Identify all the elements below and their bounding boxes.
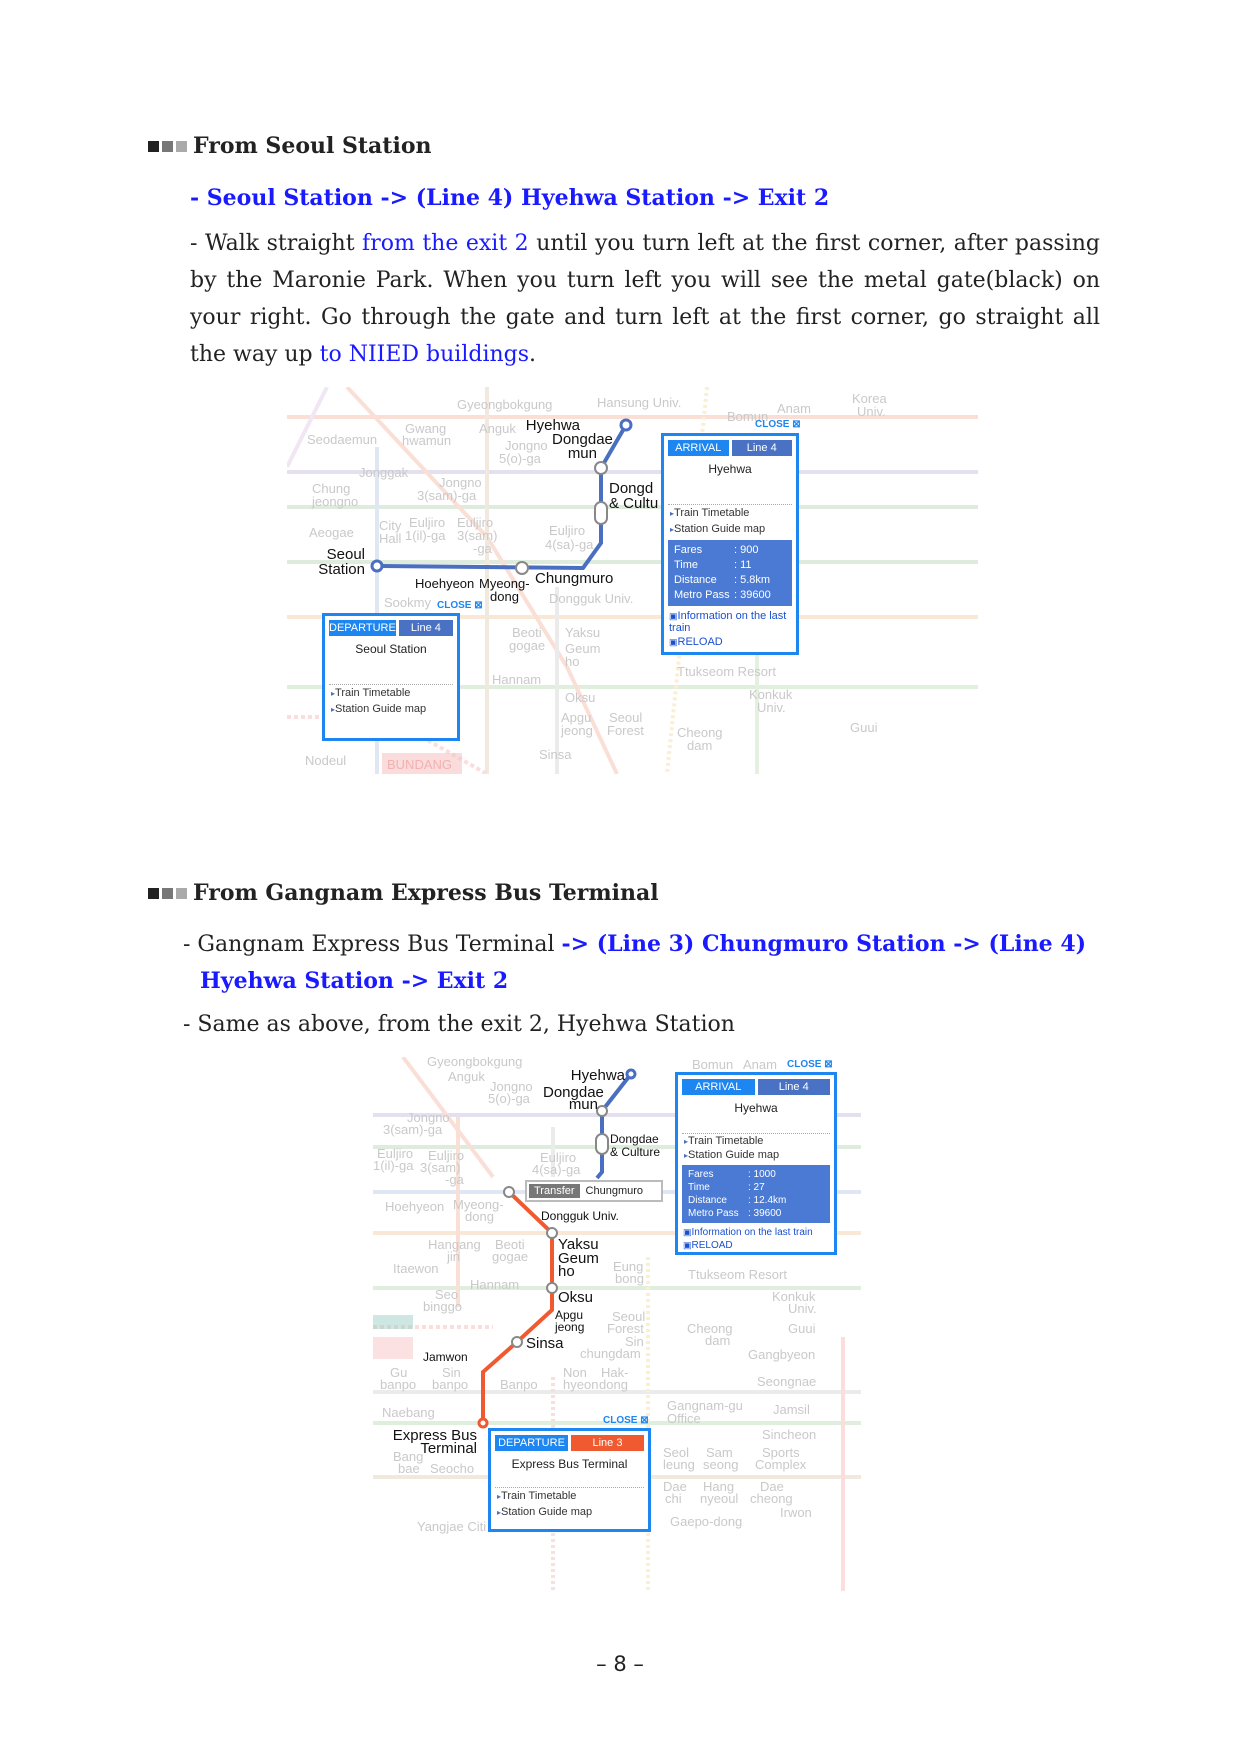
arrival-close-button[interactable]: CLOSE ⊠ [755,419,801,430]
last-train-link[interactable]: ▣ Information on the last train [664,609,796,635]
station-label: Gyeongbokgung [427,1057,523,1069]
text: - Walk straight [190,231,363,256]
station-label: leung [663,1457,695,1472]
station-label: & Cultu [609,495,659,512]
station-label: Guui [788,1321,816,1336]
section-heading-seoul [148,133,432,159]
fares-value: : 1000 [748,1169,776,1180]
station-label: Jonggak [359,465,409,480]
sinsa-node [512,1337,522,1347]
station-label: Gu [390,1365,408,1380]
bullet-square-icon [148,141,159,152]
train-timetable-link[interactable]: ▸ Train Timetable [678,1134,834,1148]
arrival-tag: ARRIVAL [668,440,729,456]
station-label: cheong [750,1491,793,1506]
metro-pass-value: : 39600 [734,589,771,601]
directions-paragraph-2: - Same as above, from the exit 2, Hyehwa Station [183,1012,735,1037]
station-label: jeongno [312,494,359,509]
station-label: Euljiro [428,1148,465,1163]
train-timetable-link[interactable]: ▸ Train Timetable [491,1488,648,1504]
station-label: Gwang [405,421,447,436]
route-gangnam [183,926,1100,1000]
departure-tag: DEPARTURE [329,622,396,634]
station-label-seoul: Station [318,561,365,578]
fares-label: Fares [674,544,703,556]
station-label: Seo [435,1287,459,1302]
station-label: Ttukseom Resort [677,664,776,679]
station-label: Bomun [692,1057,734,1072]
fare-info-box [682,1165,830,1223]
station-label: Apgu [555,1308,584,1322]
subway-map-seoul [287,387,978,774]
station-label: Konkuk [772,1289,816,1304]
station-label: Anguk [448,1069,485,1084]
station-label: mun [568,1096,598,1113]
station-label: Myeong- [479,576,530,591]
station-label: Sports [762,1445,800,1460]
station-label: Gangbyeon [748,1347,816,1362]
line-tag: Line 4 [758,1079,831,1095]
chungmuro-node [504,1187,514,1197]
train-timetable-link[interactable]: ▸ Train Timetable [325,685,457,701]
station-guide-map-link[interactable]: ▸ Station Guide map [678,1148,834,1162]
station-label: Gyeongbokgung [457,397,553,412]
station-label: binggo [423,1299,463,1314]
transfer-tooltip [525,1180,663,1202]
station-label: Jongno [407,1110,450,1125]
station-label: Myeong- [453,1197,504,1212]
time-label: Time [688,1182,710,1193]
fare-info-box [668,540,792,606]
station-label: Sincheon [762,1427,817,1442]
station-label: dam [705,1333,731,1348]
station-label: Apgu [561,710,592,725]
route-seoul: - Seoul Station -> (Line 4) Hyehwa Station -> Exit 2 [190,185,830,211]
station-label: Banpo [500,1377,538,1392]
station-label: dong [465,1209,494,1224]
station-label: Univ. [788,1301,817,1316]
station-label: Hoehyeon [415,576,475,591]
station-label: Euljiro [377,1146,414,1161]
station-label: banpo [380,1377,417,1392]
station-label: 1(il)-ga [405,528,446,543]
station-label: Complex [755,1457,807,1472]
station-label: Jamwon [423,1350,468,1364]
station-label: Euljiro [540,1150,577,1165]
dongdaemun-node [597,1106,607,1116]
station-label: Yaksu [565,625,601,640]
departure-close-button[interactable]: CLOSE ⊠ [437,600,483,611]
station-label: dam [687,738,713,753]
station-label: Hangang [428,1237,481,1252]
station-label: Seoul [612,1309,646,1324]
station-label: dong [490,589,519,604]
station-label: bae [398,1461,420,1476]
departure-close-button[interactable]: CLOSE ⊠ [603,1415,649,1426]
station-label: Euljiro [457,515,494,530]
metro-pass-value: : 39600 [748,1208,782,1219]
transfer-tag: Transfer [529,1184,580,1198]
arrival-close-button[interactable]: CLOSE ⊠ [787,1059,833,1070]
arrival-popup [661,433,799,655]
route-text: Hyehwa Station -> Exit 2 [200,968,509,994]
departure-popup [322,613,460,741]
bullet-square-icon [176,141,187,152]
station-label: Eung [613,1259,644,1274]
time-value: : 11 [734,559,752,571]
station-label: chi [665,1491,682,1506]
metro-pass-label: Metro Pass [674,589,730,601]
station-label: Hansung Univ. [597,395,682,410]
station-label: Hak- [601,1365,629,1380]
station-label: Seoul [609,710,643,725]
station-guide-map-link[interactable]: ▸ Station Guide map [491,1504,648,1520]
arrival-popup [675,1072,837,1255]
heading-text: From Seoul Station [193,133,432,159]
station-label: 3(sam) [420,1160,461,1175]
arrival-station: Hyehwa [734,1101,778,1115]
station-label: Irwon [780,1505,812,1520]
train-timetable-link[interactable]: ▸ Train Timetable [664,505,796,521]
station-label: Sam [706,1445,733,1460]
station-label: jeong [561,723,593,738]
station-label: Seodaemun [307,432,378,447]
station-label: Nodeul [305,753,347,768]
station-label: Office [667,1411,701,1426]
station-label-chungmuro: Chungmuro [535,570,614,587]
station-label: Express Bus [392,1427,477,1444]
arrival-tag: ARRIVAL [682,1079,755,1095]
station-label: Sookmy [384,595,431,610]
express-bus-terminal-node [479,1419,487,1427]
station-label: Geum [558,1250,599,1267]
departure-popup [488,1428,651,1532]
station-label: Dongdae [543,1084,604,1101]
directions-paragraph [190,225,1100,373]
station-label: -ga [473,541,492,556]
station-label: Oksu [565,690,596,705]
station-label: 3(sam)-ga [383,1122,443,1137]
station-label: 1(il)-ga [373,1158,414,1173]
text: . [529,342,537,367]
station-label: seong [703,1457,739,1472]
station-label: Bomun [727,409,769,424]
hyehwa-node [621,420,631,430]
station-label: & Culture [610,1145,661,1159]
station-label: 3(sam)-ga [417,488,477,503]
text: until you turn left at the first corner, after passing by the Maronie Park. When you turn left you will see the metal gate(black) on your right. Go through the gate and turn left at the first corner, go straight all the way up [190,231,1100,367]
station-label: Hannam [470,1277,520,1292]
station-label-hyehwa: Hyehwa [525,417,580,434]
station-label: Univ. [857,404,886,419]
reload-link[interactable]: ▣ RELOAD [664,635,796,649]
station-label: mun [567,445,597,462]
reload-link[interactable]: ▣ RELOAD [678,1239,834,1252]
station-label: Yaksu [558,1236,599,1253]
station-label: Yangjae Citi [417,1519,487,1534]
station-label: Jamsil [773,1402,810,1417]
seoul-station-node [372,561,382,571]
station-label: Anam [777,401,811,416]
station-label: Cheong [677,725,723,740]
station-label: ho [565,654,580,669]
station-label: Terminal [420,1440,477,1457]
station-label: jeong [555,1320,585,1334]
heading-text: From Gangnam Express Bus Terminal [193,880,659,906]
station-label: City [379,518,402,533]
station-label: -ga [445,1172,464,1187]
station-label: Seol [663,1445,690,1460]
time-value: : 27 [748,1182,765,1193]
station-label: Hannam [492,672,542,687]
station-label: Dongguk Univ. [549,591,634,606]
metro-pass-label: Metro Pass [688,1208,739,1219]
station-label: ho [558,1263,575,1280]
station-label: Korea [852,391,887,406]
distance-label: Distance [688,1195,727,1206]
section-heading-gangnam [148,880,659,906]
station-label: chungdam [580,1346,641,1361]
bullet-square-icon [176,888,187,899]
station-label: 4(sa)-ga [545,537,594,552]
station-label: Dongdae [610,1132,659,1146]
station-guide-map-link[interactable]: ▸ Station Guide map [664,521,796,537]
station-label: Beoti [495,1237,525,1252]
station-label-seoul: Seoul [326,546,365,563]
line-tag: Line 3 [571,1435,644,1451]
departure-tag: DEPARTURE [495,1435,568,1451]
distance-label: Distance [674,574,717,586]
station-label: Guui [850,720,878,735]
station-label: Geum [565,641,601,656]
station-label: Naebang [382,1405,435,1420]
route-text: -> (Line 3) Chungmuro Station -> (Line 4) [561,931,1087,957]
station-label: Sinsa [539,747,572,762]
station-label: Dae [760,1479,784,1494]
station-label: Non [563,1365,587,1380]
bullet-square-icon [162,888,173,899]
station-label: Itaewon [393,1261,439,1276]
time-label: Time [674,559,699,571]
station-label: gogae [509,638,546,653]
hyehwa-node [627,1070,635,1078]
station-label: Aeogae [309,525,354,540]
station-label: Chung [312,481,351,496]
station-label: Anam [743,1057,777,1072]
station-label: Seongnae [757,1374,817,1389]
station-label: 5(o)-ga [488,1091,530,1106]
arrival-station: Hyehwa [708,462,752,476]
station-label: Hang [703,1479,735,1494]
distance-value: : 12.4km [748,1195,787,1206]
station-label: Oksu [558,1289,594,1306]
station-label: Seocho [430,1461,475,1476]
yaksu-node [547,1228,557,1238]
fares-value: : 900 [734,544,759,556]
station-label: gogae [492,1249,529,1264]
chungmuro-node [516,562,528,574]
station-label: Dae [663,1479,687,1494]
station-label: banpo [432,1377,469,1392]
station-label: Ttukseom Resort [688,1267,787,1282]
station-label: Forest [607,1321,644,1336]
exit-link-text: from the exit 2 [362,231,529,256]
station-label: Dongguk Univ. [541,1209,619,1223]
station-label: Forest [607,723,644,738]
station-label: Euljiro [549,523,586,538]
station-label: Dongdae [552,431,613,448]
station-label: 4(sa)-ga [532,1162,581,1177]
station-label: Sin [625,1334,644,1349]
station-label: Univ. [757,700,786,715]
station-label: Hall [379,531,402,546]
ddp-node [595,502,607,524]
station-label: Cheong [687,1321,733,1336]
station-label: Sinsa [526,1335,564,1352]
bullet-square-icon [162,141,173,152]
page-number: – 8 – [596,1652,644,1676]
departure-station: Express Bus Terminal [511,1457,628,1471]
station-guide-map-link[interactable]: ▸ Station Guide map [325,701,457,717]
line-tag: Line 4 [399,620,453,636]
station-label: Dongd [609,480,654,497]
departure-station: Seoul Station [355,642,427,656]
text: - Gangnam Express Bus Terminal [183,932,562,957]
station-label: Konkuk [749,687,793,702]
station-label: jin [447,1249,461,1264]
station-label: Hoehyeon [385,1199,445,1214]
ddp-node [596,1134,608,1154]
bullet-square-icon [148,888,159,899]
station-label: 3(sam) [457,528,498,543]
station-label: Jongno [439,475,482,490]
line-tag: Line 4 [732,440,793,456]
station-label: Beoti [512,625,542,640]
station-label: Jongno [490,1079,533,1094]
last-train-link[interactable]: ▣ Information on the last train [678,1226,834,1239]
fares-label: Fares [688,1169,714,1180]
station-label: Jongno [505,438,548,453]
station-label: Anguk [479,421,516,436]
station-label: 5(o)-ga [499,451,541,466]
transfer-station: Chungmuro [585,1185,644,1197]
subway-map-gangnam [373,1057,861,1591]
station-label: Gaepo-dong [670,1514,743,1529]
station-label: bong [615,1271,644,1286]
station-label: dong [599,1377,628,1392]
oksu-node [547,1283,557,1293]
distance-value: : 5.8km [734,574,771,586]
station-label: Euljiro [409,515,446,530]
station-label: Sin [442,1365,461,1380]
station-label: hyeon [563,1377,599,1392]
station-label: Gangnam-gu [667,1398,743,1413]
station-label-hyehwa: Hyehwa [570,1067,625,1084]
dongdaemun-node [595,462,607,474]
station-label: hwamun [402,433,452,448]
station-label: BUNDANG [387,757,453,772]
niied-link-text: to NIIED buildings [319,342,530,367]
station-label: Bang [393,1449,424,1464]
station-label: nyeoul [700,1491,739,1506]
